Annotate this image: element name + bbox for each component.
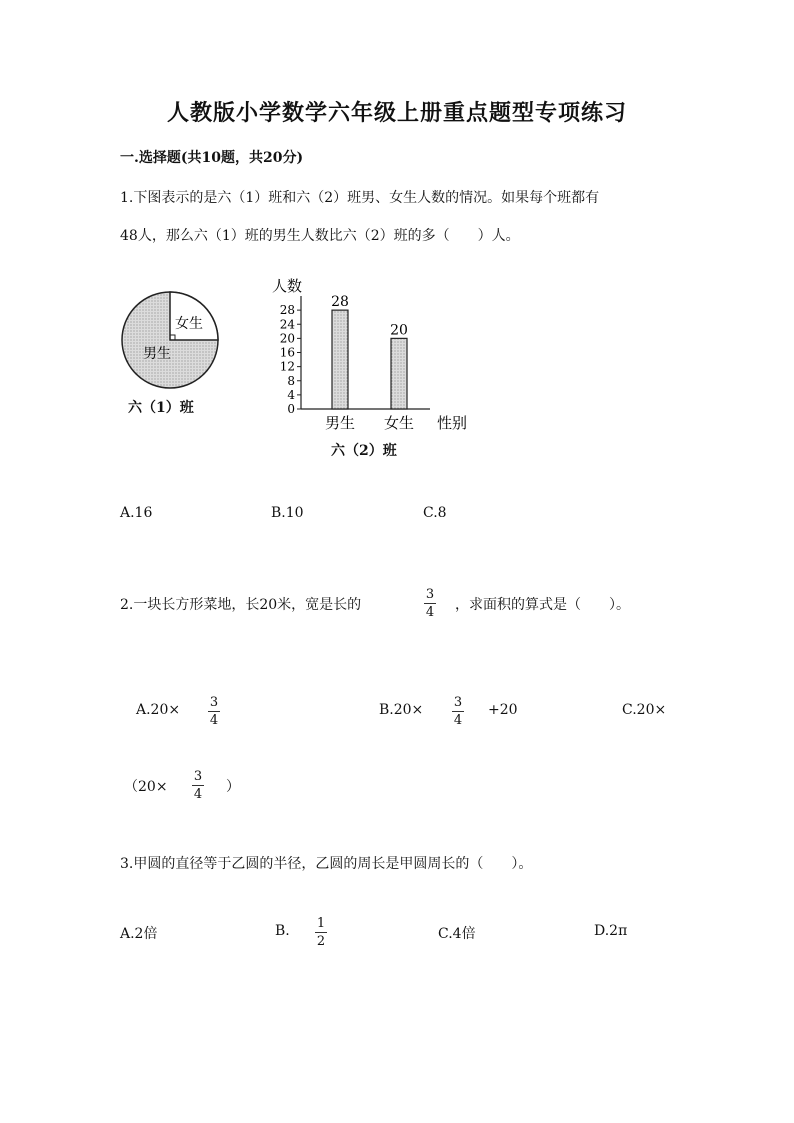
q2-option-c-line-2: （20×: [124, 779, 168, 795]
q3-option-c[interactable]: C.4倍: [438, 926, 476, 942]
bar-chart-caption: 六（2）班: [331, 443, 397, 459]
q2-option-c-close: ）: [226, 779, 240, 795]
fraction-denominator: 4: [453, 713, 463, 728]
pie-caption: 六（1）班: [128, 400, 194, 416]
q2-option-a-fraction: [208, 695, 220, 728]
x-category-label: 男生: [324, 414, 356, 432]
q2-option-b-fraction: [452, 695, 464, 728]
q1-option-a[interactable]: A.16: [120, 505, 153, 521]
fraction-numerator: 3: [453, 695, 463, 710]
question-2-text-after: ，求面积的算式是（ ）。: [455, 597, 630, 613]
fraction-denominator: 4: [425, 605, 435, 620]
q3-option-b-fraction: [315, 916, 327, 949]
fraction-denominator: 2: [316, 934, 326, 949]
q2-option-c-fraction: [192, 769, 204, 802]
y-axis-label: 人数: [272, 277, 303, 295]
y-tick-label: 28: [279, 303, 295, 318]
y-tick-label: 24: [279, 317, 295, 332]
y-tick-label: 16: [279, 345, 295, 360]
y-tick-label: 20: [279, 331, 295, 346]
q2-option-c[interactable]: C.20×: [622, 702, 667, 718]
question-1-line-1: 1.下图表示的是六（1）班和六（2）班男、女生人数的情况。如果每个班都有: [120, 190, 600, 206]
q2-option-a[interactable]: A.20×: [136, 702, 181, 718]
y-tick-label: 12: [279, 359, 295, 374]
bar-data-label: 20: [390, 322, 408, 339]
pie-label-girls: 女生: [175, 316, 203, 332]
x-axis-label: 性别: [437, 414, 468, 432]
y-tick-label: 4: [287, 387, 295, 402]
x-category-label: 女生: [383, 414, 415, 432]
q1-option-b[interactable]: B.10: [271, 505, 304, 521]
fraction-numerator: 3: [425, 587, 435, 602]
question-2-text-before: 2.一块长方形菜地，长20米，宽是长的: [120, 597, 362, 613]
bar-data-label: 28: [331, 294, 349, 311]
pie-chart-class-1: [115, 285, 230, 415]
fraction-numerator: 3: [193, 769, 203, 784]
pie-label-boys: 男生: [143, 346, 171, 362]
question-1-line-2: 48人，那么六（1）班的男生人数比六（2）班的多（ ）人。: [120, 228, 520, 244]
fraction-denominator: 4: [209, 713, 219, 728]
section-heading: 一.选择题(共10题，共20分): [120, 150, 304, 166]
q3-option-b[interactable]: B.: [275, 923, 290, 939]
y-tick-label: 8: [287, 373, 295, 388]
fraction-denominator: 4: [193, 787, 203, 802]
question-3-text: 3.甲圆的直径等于乙圆的半径，乙圆的周长是甲圆周长的（ ）。: [120, 856, 533, 872]
page-title: 人教版小学数学六年级上册重点题型专项练习: [166, 100, 627, 126]
fraction-numerator: 1: [316, 916, 326, 931]
bar-boys: [332, 310, 348, 409]
fraction-numerator: 3: [209, 695, 219, 710]
y-tick-label: 0: [287, 402, 295, 416]
q2-option-b-suffix: +20: [488, 702, 518, 718]
q1-option-c[interactable]: C.8: [423, 505, 447, 521]
q3-option-a[interactable]: A.2倍: [120, 926, 158, 942]
question-2-fraction: [424, 587, 436, 620]
bar-chart-class-2: [265, 272, 485, 462]
q2-option-b[interactable]: B.20×: [379, 702, 424, 718]
bar-girls: [391, 338, 407, 409]
q3-option-d[interactable]: D.2π: [594, 923, 628, 939]
